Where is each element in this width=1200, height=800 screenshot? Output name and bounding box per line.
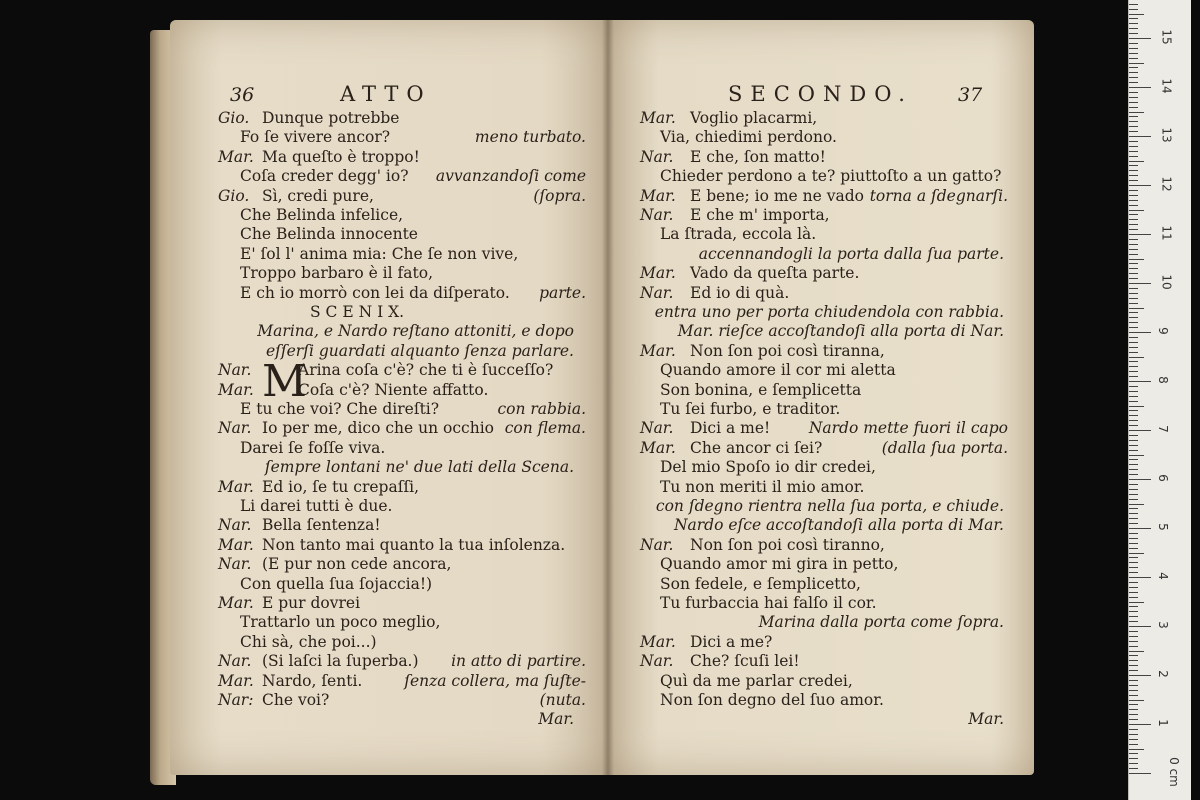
ruler-label: 9 <box>1155 327 1170 335</box>
ruler-tick <box>1129 33 1138 34</box>
verse-line: Del mio Spoſo io dir credei, <box>660 458 876 477</box>
ruler-tick <box>1129 43 1138 44</box>
ruler-tick <box>1129 48 1138 49</box>
ruler-tick <box>1129 214 1138 215</box>
ruler-tick <box>1129 753 1138 754</box>
ruler-tick <box>1129 165 1138 166</box>
speaker-label: Mar. <box>218 477 254 496</box>
speaker-label: Mar. <box>218 147 254 166</box>
ruler-tick <box>1129 695 1138 696</box>
verse-line: Sì, credi pure, <box>262 186 374 205</box>
stage-direction: parte. <box>539 283 586 302</box>
ruler-tick <box>1129 121 1138 122</box>
verse-line: Quì da me parlar credei, <box>660 671 853 690</box>
ruler-tick <box>1129 651 1144 652</box>
ruler-tick <box>1129 455 1144 456</box>
ruler-tick <box>1129 342 1138 343</box>
verse-line: E che m' importa, <box>690 206 830 224</box>
verse-line: Non ſon degno del ſuo amor. <box>660 691 884 709</box>
ruler-tick <box>1129 234 1151 235</box>
ruler-tick <box>1129 72 1138 73</box>
ruler-tick <box>1129 63 1144 64</box>
speaker-label: Nar. <box>640 419 674 438</box>
speaker-label: Mar. <box>218 535 254 554</box>
ruler-tick <box>1129 680 1138 681</box>
stage-direction: ſempre lontani ne' due lati della Scena. <box>264 458 574 477</box>
ruler-tick <box>1129 655 1138 656</box>
ruler-tick <box>1129 268 1138 269</box>
ruler-tick <box>1129 763 1138 764</box>
ruler-label: 7 <box>1155 425 1170 433</box>
speaker-label: Nar: <box>218 691 254 709</box>
speaker-label: Gio. <box>218 109 250 127</box>
ruler-tick <box>1129 156 1138 157</box>
verse-line: Dunque potrebbe <box>262 109 400 127</box>
stage-direction: (ſopra. <box>533 186 586 205</box>
verse-line: Nardo, ſenti. <box>262 671 363 690</box>
ruler-tick <box>1129 714 1138 715</box>
ruler-label: 10 <box>1159 274 1174 290</box>
verse-line: Fo ſe vivere ancor? <box>240 128 391 147</box>
verse-line: Che Belinda innocente <box>240 225 418 244</box>
stage-direction: eſſerſi guardati alquanto ſenza parlare. <box>265 341 574 360</box>
ruler-tick <box>1129 249 1138 250</box>
ruler-tick <box>1129 58 1138 59</box>
stage-direction: entra uno per porta chiudendola con rabbia. <box>654 303 1004 321</box>
ruler-tick <box>1129 616 1138 617</box>
ruler-tick <box>1129 494 1138 495</box>
stage-direction: torna a ſdegnarſi. <box>869 186 1008 205</box>
ruler-tick <box>1129 38 1151 39</box>
ruler-tick <box>1129 508 1138 509</box>
ruler-tick <box>1129 322 1138 323</box>
verse-line: Darei ſe foſſe viva. <box>240 438 386 457</box>
ruler-tick <box>1129 557 1138 558</box>
verse-line: (E pur non cede ancora, <box>262 555 452 574</box>
ruler-label: 8 <box>1155 376 1170 384</box>
ruler-tick <box>1129 665 1138 666</box>
ruler-tick <box>1129 729 1138 730</box>
verse-line: E bene; io me ne vado <box>690 186 864 205</box>
verse-line: Che ancor ci ſei? <box>690 438 823 457</box>
ruler-tick <box>1129 626 1151 627</box>
stage-direction: Mar. <box>968 710 1004 729</box>
verse-line: E ch io morrò con lei da diſperato. <box>240 283 510 302</box>
verse-line: Voglio placarmi, <box>690 109 818 127</box>
ruler-tick <box>1129 273 1138 274</box>
ruler-tick <box>1129 180 1138 181</box>
verse-line: Trattarlo un poco meglio, <box>240 613 441 632</box>
ruler-tick <box>1129 28 1138 29</box>
ruler-tick <box>1129 660 1138 661</box>
ruler-tick <box>1129 116 1138 117</box>
ruler-tick <box>1129 376 1138 377</box>
speaker-label: Nar. <box>640 283 674 302</box>
ruler-tick <box>1129 131 1138 132</box>
verse-line: Bella ſentenza! <box>262 516 381 535</box>
ruler-label: 5 <box>1155 523 1170 531</box>
ruler-tick <box>1129 440 1138 441</box>
ruler-tick <box>1129 126 1138 127</box>
ruler-tick <box>1129 690 1138 691</box>
speaker-label: Mar. <box>640 109 676 127</box>
ruler-tick <box>1129 312 1138 313</box>
ruler-tick <box>1129 396 1138 397</box>
ruler-tick <box>1129 151 1138 152</box>
ruler-tick <box>1129 415 1138 416</box>
speaker-label: Nar. <box>640 535 674 554</box>
stage-direction: con flema. <box>504 419 586 438</box>
verse-line: Che? ſcuſi lei! <box>690 652 800 671</box>
ruler-tick <box>1129 361 1138 362</box>
ruler-tick <box>1129 175 1138 176</box>
speaker-label: Mar. <box>640 341 676 360</box>
stage-direction: Nardo mette fuori il capo <box>808 419 1008 438</box>
speaker-label: Nar. <box>218 361 252 380</box>
ruler-tick <box>1129 352 1138 353</box>
ruler-tick <box>1129 685 1138 686</box>
ruler-tick <box>1129 577 1151 578</box>
ruler-tick <box>1129 459 1138 460</box>
ruler-tick <box>1129 611 1138 612</box>
ruler-tick <box>1129 170 1138 171</box>
ruler-label: 2 <box>1155 670 1170 678</box>
ruler-tick <box>1129 82 1138 83</box>
ruler-tick <box>1129 141 1138 142</box>
ruler-tick <box>1129 371 1138 372</box>
left-running-head: ATTO <box>340 82 432 106</box>
verse-line: Tu furbaccia hai falſo il cor. <box>660 594 877 612</box>
ruler-tick <box>1129 484 1138 485</box>
ruler-tick <box>1129 18 1138 19</box>
verse-line: Con quella ſua ſojaccia!) <box>240 574 433 593</box>
ruler-tick <box>1129 425 1138 426</box>
ruler-tick <box>1129 464 1138 465</box>
ruler-tick <box>1129 636 1138 637</box>
verse-line: Che voi? <box>262 691 330 709</box>
ruler-tick <box>1129 67 1138 68</box>
ruler-tick <box>1129 161 1144 162</box>
speaker-label: Mar. <box>640 438 676 457</box>
ruler-tick <box>1129 631 1138 632</box>
verse-line: Chieder perdono a te? piuttoſto a un gatto? <box>660 167 1002 186</box>
ruler-tick <box>1129 597 1138 598</box>
verse-line: Vado da queſta parte. <box>690 264 860 283</box>
ruler-tick <box>1129 107 1138 108</box>
verse-line: S C E N I X. <box>310 303 405 321</box>
speaker-label: Nar. <box>640 206 674 224</box>
ruler-label: 13 <box>1159 127 1174 143</box>
verse-line: Che Belinda infelice, <box>240 206 404 224</box>
ruler-tick <box>1129 499 1138 500</box>
verse-line: Li darei tutti è due. <box>240 497 393 515</box>
measurement-ruler <box>1128 0 1191 800</box>
verse-line: Via, chiedimi perdono. <box>660 128 837 147</box>
ruler-tick <box>1129 758 1138 759</box>
ruler-tick <box>1129 205 1138 206</box>
speaker-label: Nar. <box>218 419 252 438</box>
ruler-tick <box>1129 53 1138 54</box>
ruler-tick <box>1129 435 1138 436</box>
ruler-tick <box>1129 244 1138 245</box>
ruler-tick <box>1129 77 1138 78</box>
ruler-tick <box>1129 308 1144 309</box>
ruler-tick <box>1129 739 1138 740</box>
ruler-tick <box>1129 582 1138 583</box>
left-page <box>170 20 608 775</box>
ruler-tick <box>1129 709 1138 710</box>
ruler-tick <box>1129 670 1138 671</box>
verse-line: E che, ſon matto! <box>690 147 826 166</box>
ruler-tick <box>1129 621 1138 622</box>
speaker-label: Nar. <box>218 516 252 535</box>
ruler-tick <box>1129 528 1151 529</box>
ruler-label: 1 <box>1155 719 1170 727</box>
ruler-tick <box>1129 675 1151 676</box>
verse-line: Quando amore il cor mi aletta <box>660 361 896 380</box>
ruler-tick <box>1129 513 1138 514</box>
ruler-tick <box>1129 489 1138 490</box>
verse-line: (Si laſci la ſuperba.) <box>262 652 419 671</box>
verse-line: E tu che voi? Che direſti? <box>240 400 440 418</box>
ruler-tick <box>1129 112 1144 113</box>
ruler-tick <box>1129 646 1138 647</box>
ruler-tick <box>1129 734 1138 735</box>
ruler-tick <box>1129 92 1138 93</box>
verse-line: Non ſon poi così tiranno, <box>690 535 885 554</box>
stage-direction: con rabbia. <box>497 400 586 418</box>
ruler-tick <box>1129 401 1138 402</box>
ruler-tick <box>1129 200 1138 201</box>
stage-direction: avvanzandoſi come <box>435 167 586 186</box>
stage-direction: in atto di partire. <box>451 652 586 671</box>
ruler-tick <box>1129 469 1138 470</box>
verse-line: E pur dovrei <box>262 594 361 612</box>
ruler-tick <box>1129 391 1138 392</box>
ruler-tick <box>1129 190 1138 191</box>
ruler-tick <box>1129 523 1138 524</box>
ruler-tick <box>1129 87 1151 88</box>
stage-direction: Marina dalla porta come ſopra. <box>758 613 1004 632</box>
ruler-tick <box>1129 724 1151 725</box>
verse-line: Ed io, ſe tu crepaſſi, <box>262 477 420 496</box>
ruler-tick <box>1129 185 1151 186</box>
ruler-tick <box>1129 749 1144 750</box>
ruler-tick <box>1129 259 1144 260</box>
ruler-tick <box>1129 430 1151 431</box>
verse-line: Dici a me! <box>690 419 771 438</box>
verse-line: E' ſol l' anima mia: Che ſe non vive, <box>240 244 519 263</box>
ruler-tick <box>1129 263 1138 264</box>
ruler-label: 0 cm <box>1166 757 1181 787</box>
ruler-tick <box>1129 4 1138 5</box>
ruler-tick <box>1129 641 1138 642</box>
ruler-tick <box>1129 602 1144 603</box>
stage-direction: meno turbato. <box>474 128 586 147</box>
speaker-label: Mar. <box>640 264 676 283</box>
ruler-tick <box>1129 303 1138 304</box>
ruler-tick <box>1129 587 1138 588</box>
stage-direction: Mar. <box>538 710 574 729</box>
ruler-tick <box>1129 347 1138 348</box>
ruler-tick <box>1129 219 1138 220</box>
ruler-tick <box>1129 210 1144 211</box>
ruler-tick <box>1129 288 1138 289</box>
verse-line: Coſa c'è? Niente affatto. <box>298 380 489 399</box>
ruler-tick <box>1129 332 1151 333</box>
verse-line: Troppo barbaro è il fato, <box>240 264 433 283</box>
ruler-tick <box>1129 102 1138 103</box>
ruler-tick <box>1129 562 1138 563</box>
ruler-label: 3 <box>1155 621 1170 629</box>
ruler-tick <box>1129 136 1151 137</box>
ruler-tick <box>1129 592 1138 593</box>
verse-line: La ſtrada, eccola là. <box>660 225 817 244</box>
stage-direction: con ſdegno rientra nella ſua porta, e chiude. <box>655 497 1004 515</box>
ruler-tick <box>1129 278 1138 279</box>
ruler-tick <box>1129 327 1138 328</box>
ruler-tick <box>1129 553 1144 554</box>
ruler-tick <box>1129 572 1138 573</box>
ruler-tick <box>1129 704 1138 705</box>
book-gutter <box>602 20 614 775</box>
stage-direction: Marina, e Nardo reſtano attoniti, e dopo <box>257 322 574 341</box>
ruler-tick <box>1129 543 1138 544</box>
stage-direction: (nuta. <box>539 691 586 709</box>
ruler-tick <box>1129 700 1144 701</box>
ruler-tick <box>1129 606 1138 607</box>
ruler-tick <box>1129 239 1138 240</box>
verse-line: Non tanto mai quanto la tua inſolenza. <box>262 535 566 554</box>
stage-direction: Mar. rieſce accoſtandoſi alla porta di Nar. <box>677 322 1004 341</box>
ruler-tick <box>1129 23 1138 24</box>
ruler-label: 6 <box>1155 474 1170 482</box>
verse-line: Arina coſa c'è? che ti è ſucceſſo? <box>298 361 554 380</box>
verse-line: Io per me, dico che un occhio <box>262 419 494 438</box>
left-page-number: 36 <box>230 84 255 106</box>
ruler-tick <box>1129 224 1138 225</box>
ruler-tick <box>1129 293 1138 294</box>
stage-direction: ſenza collera, ma ſuſte- <box>404 671 586 690</box>
ruler-label: 11 <box>1159 225 1174 241</box>
speaker-label: Nar. <box>218 555 252 574</box>
verse-line: Non ſon poi così tiranna, <box>690 341 885 360</box>
ruler-tick <box>1129 337 1138 338</box>
verse-line: Quando amor mi gira in petto, <box>660 555 899 574</box>
speaker-label: Nar. <box>640 652 674 671</box>
ruler-label: 4 <box>1155 572 1170 580</box>
ruler-tick <box>1129 768 1138 769</box>
verse-line: Son fedele, e ſemplicetto, <box>660 574 861 593</box>
ruler-tick <box>1129 450 1138 451</box>
ruler-tick <box>1129 406 1144 407</box>
ruler-tick <box>1129 719 1138 720</box>
ruler-tick <box>1129 420 1138 421</box>
ruler-tick <box>1129 14 1144 15</box>
drop-cap: M <box>262 356 308 407</box>
ruler-tick <box>1129 366 1138 367</box>
stage-direction: (dalla ſua porta. <box>881 438 1008 457</box>
ruler-tick <box>1129 254 1138 255</box>
right-page-number: 37 <box>958 84 983 106</box>
ruler-tick <box>1129 298 1138 299</box>
ruler-tick <box>1129 504 1144 505</box>
ruler-tick <box>1129 229 1138 230</box>
verse-line: Son bonina, e ſemplicetta <box>660 380 862 399</box>
ruler-label: 14 <box>1159 78 1174 94</box>
ruler-tick <box>1129 533 1138 534</box>
ruler-tick <box>1129 97 1138 98</box>
speaker-label: Nar. <box>218 652 252 671</box>
ruler-tick <box>1129 548 1138 549</box>
verse-line: Coſa creder degg' io? <box>240 167 409 186</box>
ruler-tick <box>1129 357 1144 358</box>
ruler-tick <box>1129 518 1138 519</box>
verse-line: Ma queſto è troppo! <box>262 147 420 166</box>
stage-direction: Nardo eſce accoſtandoſi alla porta di Mar. <box>673 516 1004 535</box>
ruler-tick <box>1129 317 1138 318</box>
ruler-tick <box>1129 381 1151 382</box>
speaker-label: Mar. <box>640 632 676 651</box>
speaker-label: Gio. <box>218 186 250 205</box>
ruler-label: 12 <box>1159 176 1174 192</box>
speaker-label: Nar. <box>640 147 674 166</box>
verse-line: Tu ſei furbo, e traditor. <box>660 400 841 418</box>
ruler-tick <box>1129 195 1138 196</box>
ruler-tick <box>1129 744 1138 745</box>
speaker-label: Mar. <box>218 671 254 690</box>
ruler-tick <box>1129 445 1138 446</box>
ruler-tick <box>1129 538 1138 539</box>
ruler-tick <box>1129 386 1138 387</box>
speaker-label: Mar. <box>640 186 676 205</box>
ruler-tick <box>1129 283 1151 284</box>
verse-line: Chi sà, che poi...) <box>240 632 377 651</box>
ruler-tick <box>1129 9 1138 10</box>
open-book <box>150 20 1040 785</box>
speaker-label: Mar. <box>218 380 254 399</box>
verse-line: Tu non meriti il mio amor. <box>660 477 865 496</box>
right-running-head: SECONDO. <box>728 82 913 106</box>
ruler-tick <box>1129 410 1138 411</box>
ruler-tick <box>1129 474 1138 475</box>
speaker-label: Mar. <box>218 594 254 612</box>
ruler-tick <box>1129 146 1138 147</box>
verse-line: Dici a me? <box>690 632 773 651</box>
ruler-label: 15 <box>1159 29 1174 45</box>
verse-line: Ed io di quà. <box>690 283 790 302</box>
right-page <box>608 20 1034 775</box>
ruler-tick <box>1129 479 1151 480</box>
ruler-tick <box>1129 567 1138 568</box>
ruler-tick <box>1129 773 1151 774</box>
stage-direction: accennandogli la porta dalla ſua parte. <box>698 244 1004 263</box>
